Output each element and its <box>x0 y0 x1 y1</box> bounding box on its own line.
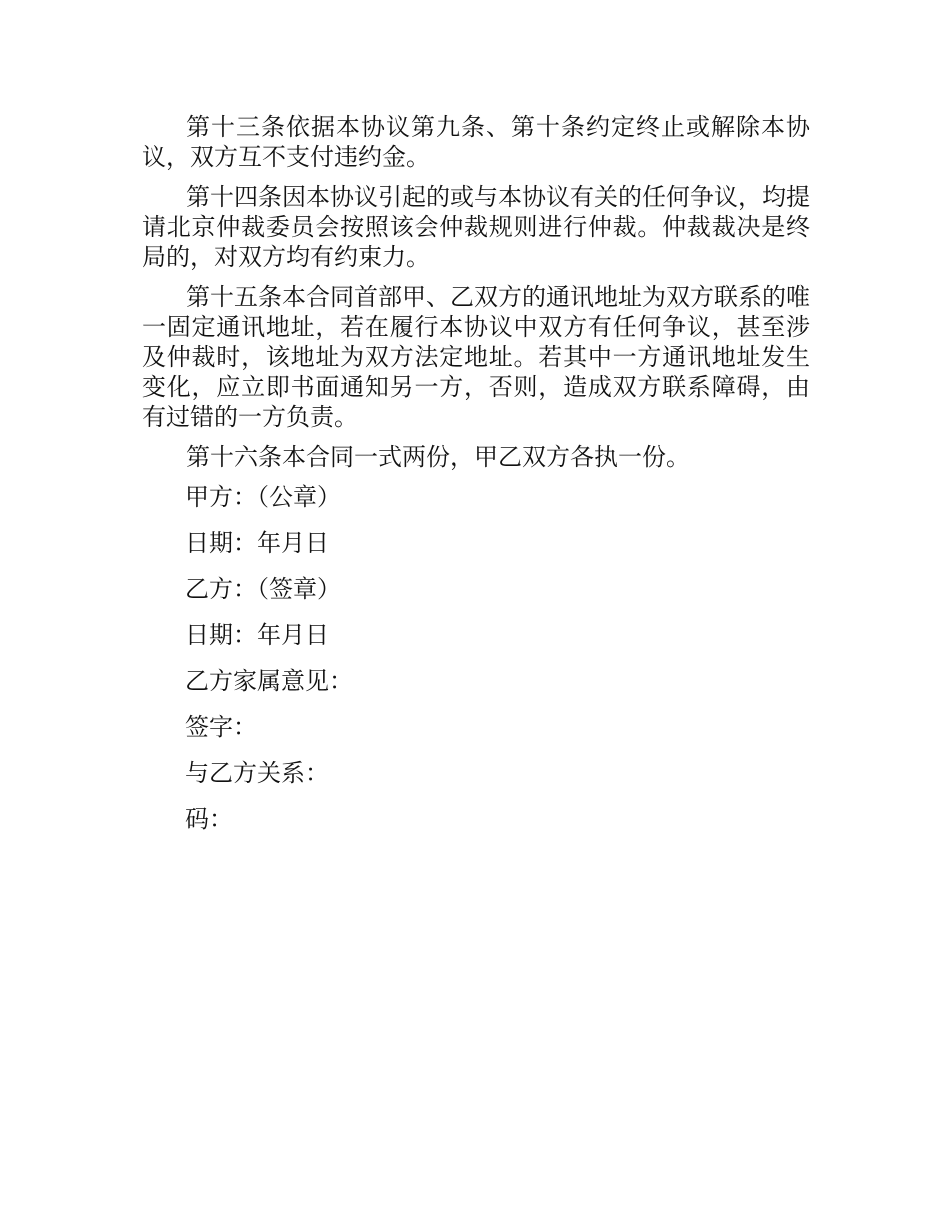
clause-14: 第十四条因本协议引起的或与本协议有关的任何争议，均提请北京仲裁委员会按照该会仲裁规则进行仲裁。仲裁裁决是终局的，对双方均有约束力。 <box>142 183 810 271</box>
signature-label: 签字： <box>185 713 257 741</box>
party-b-date-label: 日期：年月日 <box>185 621 329 649</box>
relationship-label: 与乙方关系： <box>185 759 329 787</box>
party-b-signature-label: 乙方：（签章） <box>185 575 341 603</box>
clause-15: 第十五条本合同首部甲、乙双方的通讯地址为双方联系的唯一固定通讯地址，若在履行本协议中双方有任何争议，甚至涉及仲裁时，该地址为双方法定地址。若其中一方通讯地址发生变化，应立即书面通知另一方，否则，造成双方联系障碍，由有过错的一方负责。 <box>142 283 810 431</box>
party-a-date-label: 日期：年月日 <box>185 529 329 557</box>
family-opinion-label: 乙方家属意见： <box>185 667 353 695</box>
document-page <box>142 112 810 850</box>
party-a-seal-label: 甲方：（公章） <box>185 483 341 511</box>
clause-16: 第十六条本合同一式两份，甲乙双方各执一份。 <box>186 443 690 471</box>
clause-13: 第十三条依据本协议第九条、第十条约定终止或解除本协议，双方互不支付违约金。 <box>142 113 810 171</box>
code-label: 码： <box>185 805 233 833</box>
